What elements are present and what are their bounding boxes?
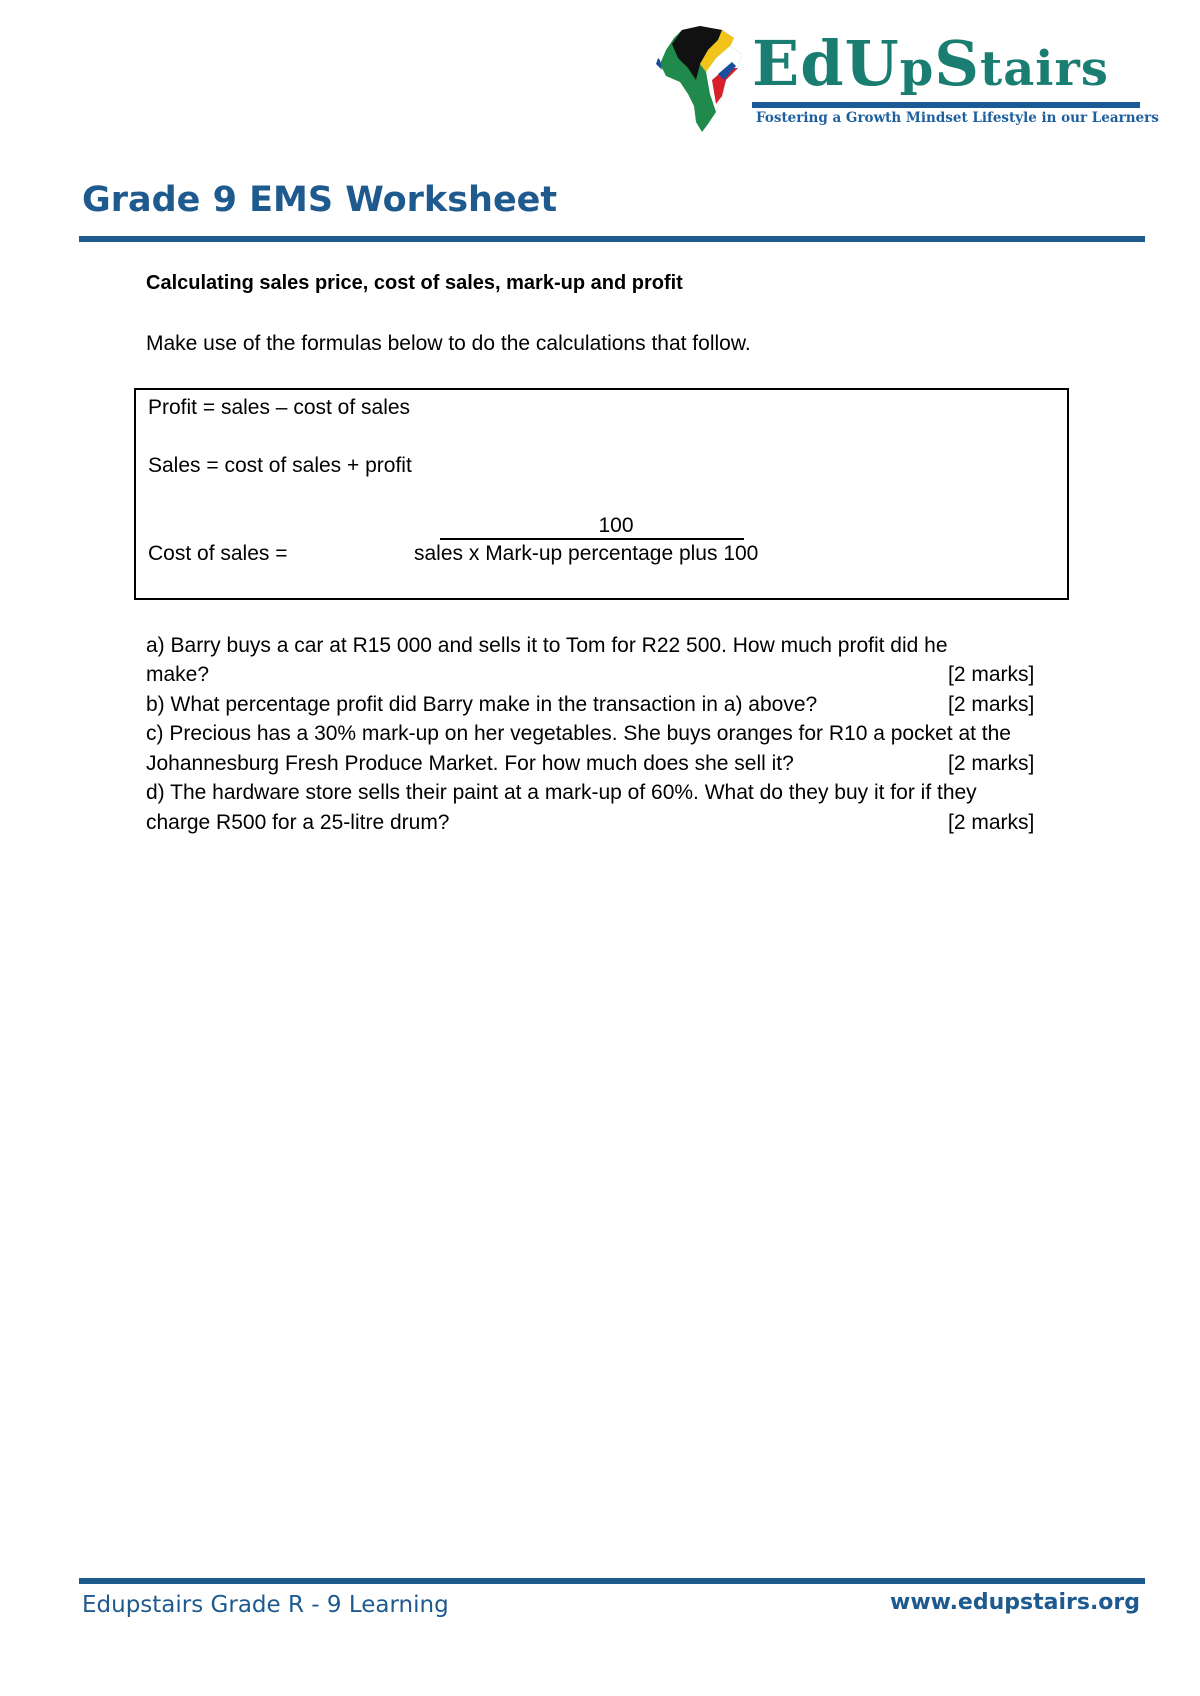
africa-map-icon [652, 24, 762, 136]
question-b-marks: [2 marks] [948, 693, 1035, 716]
logo-word-tairs: tairs [980, 41, 1109, 97]
intro-text: Make use of the formulas below to do the calculations that follow. [146, 332, 751, 355]
footer-divider [79, 1578, 1145, 1584]
title-divider [79, 236, 1145, 242]
logo-word-s: S [934, 27, 981, 100]
edupstairs-logo [652, 24, 1159, 136]
formula-sales: Sales = cost of sales + profit [148, 454, 412, 477]
section-heading: Calculating sales price, cost of sales, mark-up and profit [146, 272, 683, 294]
question-d-line2: charge R500 for a 25-litre drum? [146, 811, 450, 834]
page-title: Grade 9 EMS Worksheet [82, 180, 558, 220]
logo-word-p: p [899, 41, 935, 97]
footer-title: Edupstairs Grade R - 9 Learning [82, 1592, 449, 1618]
question-c-marks: [2 marks] [948, 752, 1035, 775]
question-b-line1: b) What percentage profit did Barry make in the transaction in a) above? [146, 693, 818, 716]
question-a-marks: [2 marks] [948, 663, 1035, 686]
formula-box [134, 388, 1069, 600]
formula-numerator: 100 [598, 514, 634, 537]
question-a-line1: a) Barry buys a car at R15 000 and sells it to Tom for R22 500. How much profit did he [146, 634, 948, 657]
formula-profit: Profit = sales – cost of sales [148, 396, 411, 419]
logo-tagline: Fostering a Growth Mindset Lifestyle in our Learners [756, 110, 1159, 126]
question-d-marks: [2 marks] [948, 811, 1035, 834]
logo-word-ed: Ed [752, 27, 845, 100]
logo-wordmark [752, 27, 1109, 101]
question-c-line2: Johannesburg Fresh Produce Market. For how much does she sell it? [146, 752, 794, 775]
question-d-line1: d) The hardware store sells their paint at a mark-up of 60%. What do they buy it for if they [146, 781, 977, 804]
question-a-line2: make? [146, 663, 210, 686]
question-c-line1: c) Precious has a 30% mark-up on her vegetables. She buys oranges for R10 a pocket at the [146, 722, 1011, 745]
footer-website-link[interactable]: www.edupstairs.org [890, 1590, 1141, 1615]
logo-underline [752, 102, 1140, 108]
formula-cost-label: Cost of sales = [148, 542, 288, 565]
fraction-bar [440, 538, 744, 540]
logo-word-u: U [844, 27, 900, 100]
formula-denominator: sales x Mark-up percentage plus 100 [414, 542, 759, 565]
